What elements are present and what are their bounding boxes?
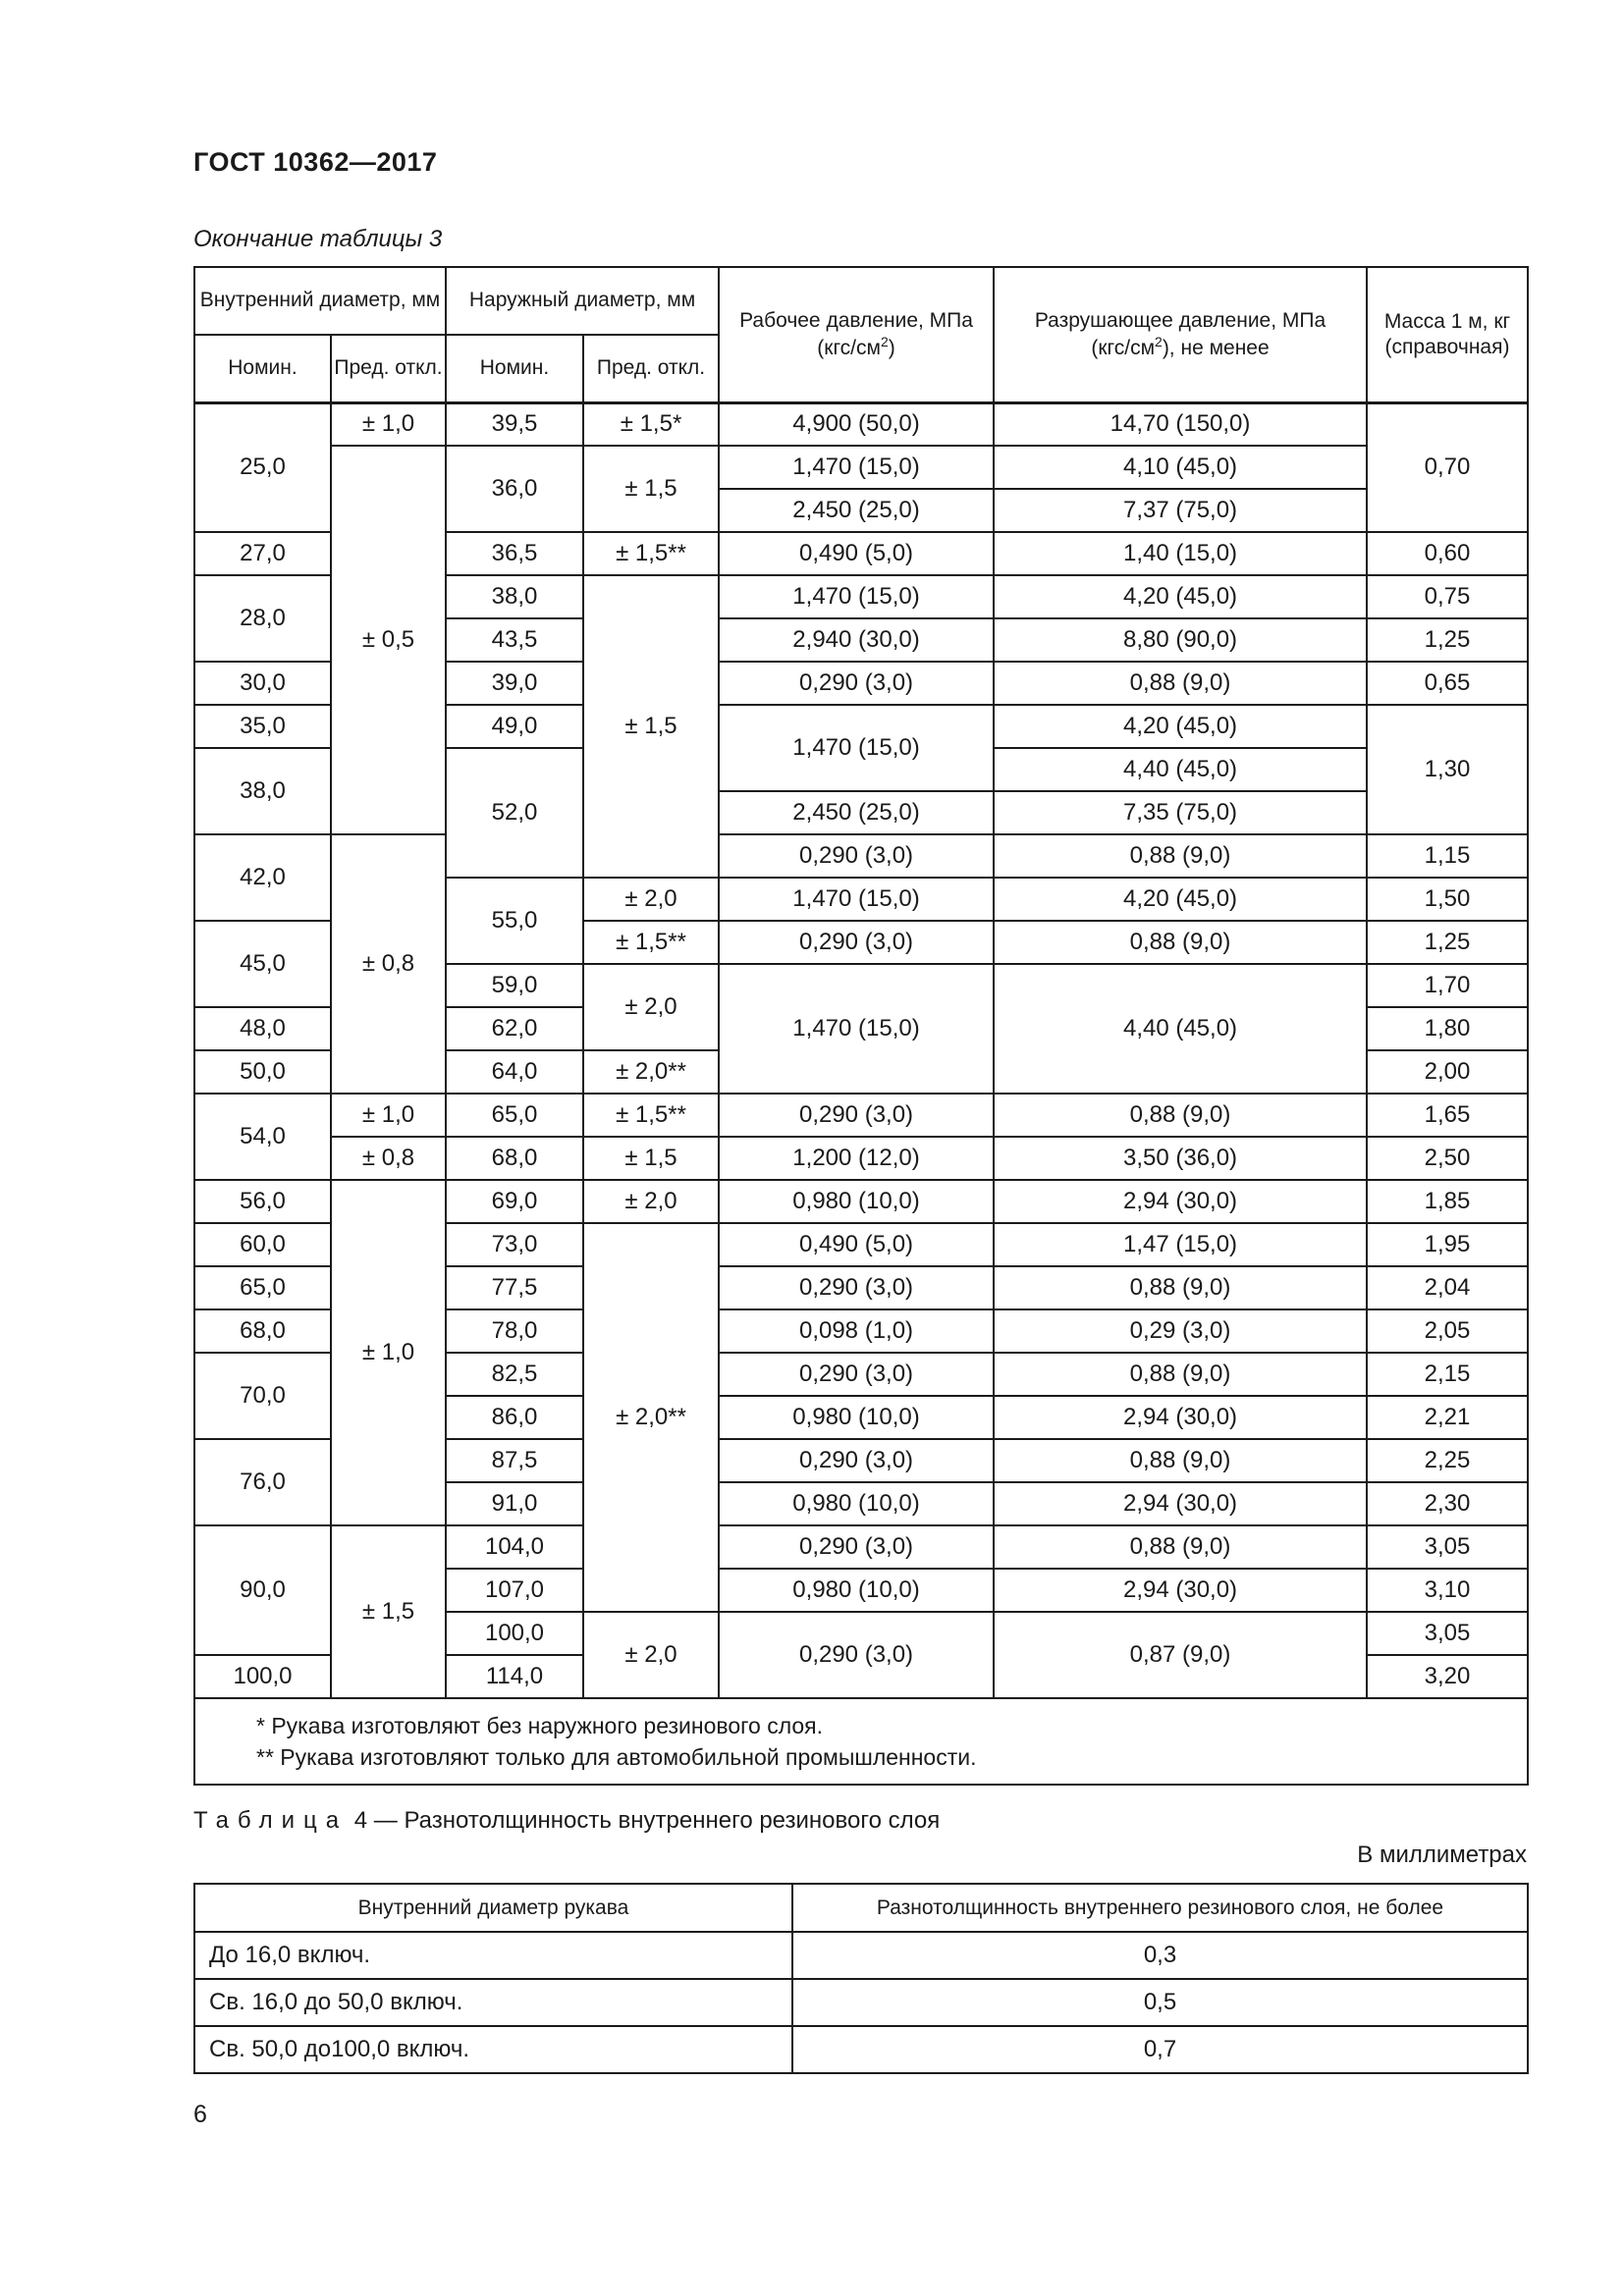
cell-burst-pressure: 2,94 (30,0) — [994, 1180, 1367, 1223]
cell-work-pressure: 0,980 (10,0) — [719, 1396, 994, 1439]
cell-work-pressure: 2,450 (25,0) — [719, 489, 994, 532]
cell-value: 0,3 — [792, 1932, 1528, 1979]
table-3 — [193, 266, 1529, 1786]
cell-burst-pressure: 0,87 (9,0) — [994, 1612, 1367, 1698]
col-inner-diameter-hose: Внутренний диаметр рукава — [194, 1884, 792, 1932]
cell-mass: 1,65 — [1367, 1094, 1528, 1137]
cell-work-pressure: 0,290 (3,0) — [719, 1525, 994, 1569]
cell-work-pressure: 0,290 (3,0) — [719, 1266, 994, 1309]
cell-burst-pressure: 2,94 (30,0) — [994, 1396, 1367, 1439]
cell-outer-nominal: 77,5 — [446, 1266, 583, 1309]
cell-work-pressure: 1,470 (15,0) — [719, 964, 994, 1094]
cell-work-pressure: 4,900 (50,0) — [719, 402, 994, 446]
cell-work-pressure: 0,290 (3,0) — [719, 662, 994, 705]
cell-outer-nominal: 91,0 — [446, 1482, 583, 1525]
note-1: * Рукава изготовляют без наружного резинового слоя. — [256, 1712, 824, 1738]
cell-outer-nominal: 52,0 — [446, 748, 583, 878]
cell-work-pressure: 1,470 (15,0) — [719, 446, 994, 489]
cell-burst-pressure: 14,70 (150,0) — [994, 402, 1367, 446]
cell-work-pressure: 0,290 (3,0) — [719, 1612, 994, 1698]
cell-burst-pressure: 2,94 (30,0) — [994, 1482, 1367, 1525]
cell-burst-pressure: 4,10 (45,0) — [994, 446, 1367, 489]
cell-burst-pressure: 0,88 (9,0) — [994, 1094, 1367, 1137]
cell-work-pressure: 1,470 (15,0) — [719, 705, 994, 791]
col-outer-tolerance: Пред. откл. — [583, 335, 719, 402]
cell-mass: 2,50 — [1367, 1137, 1528, 1180]
cell-range: Св. 50,0 до100,0 включ. — [194, 2026, 792, 2073]
cell-outer-nominal: 107,0 — [446, 1569, 583, 1612]
cell-outer-tolerance: ± 2,0 — [583, 1612, 719, 1698]
cell-outer-tolerance: ± 1,5** — [583, 921, 719, 964]
table4-title: 4 — Разнотолщинность внутреннего резинового слоя — [348, 1807, 941, 1834]
cell-burst-pressure: 0,88 (9,0) — [994, 921, 1367, 964]
cell-mass: 1,30 — [1367, 705, 1528, 834]
table-row — [194, 834, 1528, 878]
cell-outer-nominal: 49,0 — [446, 705, 583, 748]
cell-work-pressure: 1,470 (15,0) — [719, 878, 994, 921]
cell-inner-nominal: 25,0 — [194, 402, 331, 532]
col-work-pressure: Рабочее давление, МПа $(кгс/см^2)$ — [719, 267, 994, 402]
table-row — [194, 1979, 1528, 2026]
cell-burst-pressure: 8,80 (90,0) — [994, 618, 1367, 662]
cell-inner-nominal: 68,0 — [194, 1309, 331, 1353]
cell-outer-nominal: 69,0 — [446, 1180, 583, 1223]
page-number: 6 — [193, 2101, 207, 2128]
cell-burst-pressure: 4,20 (45,0) — [994, 878, 1367, 921]
cell-outer-tolerance: ± 2,0** — [583, 1223, 719, 1612]
document-header: ГОСТ 10362—2017 — [193, 147, 438, 177]
cell-mass: 3,05 — [1367, 1612, 1528, 1655]
cell-outer-nominal: 62,0 — [446, 1007, 583, 1050]
cell-mass: 0,75 — [1367, 575, 1528, 618]
cell-mass: 1,25 — [1367, 921, 1528, 964]
table-row — [194, 1932, 1528, 1979]
cell-outer-tolerance: ± 1,5 — [583, 1137, 719, 1180]
cell-inner-nominal: 65,0 — [194, 1266, 331, 1309]
cell-burst-pressure: 0,29 (3,0) — [994, 1309, 1367, 1353]
cell-outer-tolerance: ± 2,0 — [583, 878, 719, 921]
table-notes — [194, 1698, 1528, 1785]
cell-mass: 0,70 — [1367, 402, 1528, 532]
col-burst-pressure: Разрушающее давление, МПа $(кгс/см^2)$, не менее — [994, 267, 1367, 402]
cell-outer-tolerance: ± 1,5** — [583, 532, 719, 575]
table-notes-row — [194, 1698, 1528, 1785]
cell-work-pressure: 0,490 (5,0) — [719, 532, 994, 575]
cell-inner-tolerance: ± 1,5 — [331, 1525, 446, 1698]
cell-mass: 2,25 — [1367, 1439, 1528, 1482]
cell-work-pressure: 2,450 (25,0) — [719, 791, 994, 834]
cell-inner-nominal: 76,0 — [194, 1439, 331, 1525]
cell-mass: 1,50 — [1367, 878, 1528, 921]
cell-outer-nominal: 36,5 — [446, 532, 583, 575]
cell-work-pressure: 0,290 (3,0) — [719, 1439, 994, 1482]
cell-burst-pressure: 3,50 (36,0) — [994, 1137, 1367, 1180]
cell-inner-tolerance: ± 1,0 — [331, 1094, 446, 1137]
col-outer-diameter: Наружный диаметр, мм — [446, 267, 719, 335]
cell-inner-tolerance: ± 1,0 — [331, 1180, 446, 1525]
cell-outer-nominal: 59,0 — [446, 964, 583, 1007]
cell-burst-pressure: 1,40 (15,0) — [994, 532, 1367, 575]
col-inner-tolerance: Пред. откл. — [331, 335, 446, 402]
cell-mass: 1,15 — [1367, 834, 1528, 878]
cell-outer-nominal: 39,5 — [446, 402, 583, 446]
table-row — [194, 1180, 1528, 1223]
cell-burst-pressure: 4,40 (45,0) — [994, 964, 1367, 1094]
cell-burst-pressure: 0,88 (9,0) — [994, 1525, 1367, 1569]
table-row — [194, 1094, 1528, 1137]
cell-work-pressure: 0,980 (10,0) — [719, 1482, 994, 1525]
cell-inner-nominal: 45,0 — [194, 921, 331, 1007]
cell-outer-nominal: 87,5 — [446, 1439, 583, 1482]
cell-outer-nominal: 43,5 — [446, 618, 583, 662]
cell-work-pressure: 0,098 (1,0) — [719, 1309, 994, 1353]
cell-mass: 2,00 — [1367, 1050, 1528, 1094]
cell-inner-tolerance: ± 0,8 — [331, 1137, 446, 1180]
table-row — [194, 1137, 1528, 1180]
cell-burst-pressure: 7,37 (75,0) — [994, 489, 1367, 532]
cell-burst-pressure: 1,47 (15,0) — [994, 1223, 1367, 1266]
cell-outer-nominal: 68,0 — [446, 1137, 583, 1180]
cell-outer-nominal: 55,0 — [446, 878, 583, 964]
cell-burst-pressure: 4,40 (45,0) — [994, 748, 1367, 791]
cell-inner-nominal: 28,0 — [194, 575, 331, 662]
col-outer-nominal: Номин. — [446, 335, 583, 402]
cell-burst-pressure: 4,20 (45,0) — [994, 575, 1367, 618]
cell-value: 0,7 — [792, 2026, 1528, 2073]
cell-outer-tolerance: ± 1,5 — [583, 446, 719, 532]
cell-inner-nominal: 60,0 — [194, 1223, 331, 1266]
cell-work-pressure: 0,980 (10,0) — [719, 1569, 994, 1612]
table-row — [194, 1525, 1528, 1569]
cell-work-pressure: 1,470 (15,0) — [719, 575, 994, 618]
table-row — [194, 446, 1528, 489]
cell-burst-pressure: 0,88 (9,0) — [994, 1439, 1367, 1482]
cell-range: До 16,0 включ. — [194, 1932, 792, 1979]
table-row — [194, 2026, 1528, 2073]
cell-outer-nominal: 39,0 — [446, 662, 583, 705]
cell-outer-nominal: 38,0 — [446, 575, 583, 618]
cell-work-pressure: 0,980 (10,0) — [719, 1180, 994, 1223]
cell-mass: 2,04 — [1367, 1266, 1528, 1309]
table-4 — [193, 1883, 1529, 2074]
cell-outer-nominal: 78,0 — [446, 1309, 583, 1353]
cell-burst-pressure: 0,88 (9,0) — [994, 662, 1367, 705]
cell-mass: 3,05 — [1367, 1525, 1528, 1569]
cell-burst-pressure: 0,88 (9,0) — [994, 1266, 1367, 1309]
cell-outer-tolerance: ± 2,0 — [583, 1180, 719, 1223]
cell-outer-tolerance: ± 2,0** — [583, 1050, 719, 1094]
cell-inner-nominal: 38,0 — [194, 748, 331, 834]
table3-caption: Окончание таблицы 3 — [193, 226, 443, 252]
cell-work-pressure: 0,490 (5,0) — [719, 1223, 994, 1266]
cell-range: Св. 16,0 до 50,0 включ. — [194, 1979, 792, 2026]
table4-units: В миллиметрах — [1357, 1842, 1527, 1868]
cell-burst-pressure: 4,20 (45,0) — [994, 705, 1367, 748]
cell-inner-nominal: 42,0 — [194, 834, 331, 921]
cell-burst-pressure: 0,88 (9,0) — [994, 1353, 1367, 1396]
note-2: ** Рукава изготовляют только для автомобильной промышленности. — [256, 1744, 977, 1770]
cell-inner-nominal: 35,0 — [194, 705, 331, 748]
cell-outer-nominal: 114,0 — [446, 1655, 583, 1698]
cell-outer-tolerance: ± 1,5** — [583, 1094, 719, 1137]
cell-mass: 1,70 — [1367, 964, 1528, 1007]
cell-work-pressure: 0,290 (3,0) — [719, 1353, 994, 1396]
cell-work-pressure: 1,200 (12,0) — [719, 1137, 994, 1180]
cell-work-pressure: 2,940 (30,0) — [719, 618, 994, 662]
cell-outer-nominal: 65,0 — [446, 1094, 583, 1137]
cell-outer-tolerance: ± 1,5 — [583, 575, 719, 878]
cell-outer-nominal: 104,0 — [446, 1525, 583, 1569]
cell-inner-tolerance: ± 1,0 — [331, 402, 446, 446]
cell-mass: 3,20 — [1367, 1655, 1528, 1698]
col-thickness-variation: Разнотолщинность внутреннего резинового слоя, не более — [792, 1884, 1528, 1932]
cell-outer-nominal: 73,0 — [446, 1223, 583, 1266]
table4-caption — [193, 1807, 940, 1835]
cell-inner-nominal: 30,0 — [194, 662, 331, 705]
cell-outer-nominal: 64,0 — [446, 1050, 583, 1094]
cell-outer-nominal: 100,0 — [446, 1612, 583, 1655]
cell-inner-nominal: 70,0 — [194, 1353, 331, 1439]
cell-mass: 2,21 — [1367, 1396, 1528, 1439]
cell-mass: 1,85 — [1367, 1180, 1528, 1223]
cell-mass: 2,15 — [1367, 1353, 1528, 1396]
cell-inner-tolerance: ± 0,5 — [331, 446, 446, 834]
col-inner-diameter: Внутренний диаметр, мм — [194, 267, 446, 335]
cell-inner-nominal: 50,0 — [194, 1050, 331, 1094]
cell-inner-nominal: 90,0 — [194, 1525, 331, 1655]
cell-mass: 2,05 — [1367, 1309, 1528, 1353]
cell-inner-nominal: 56,0 — [194, 1180, 331, 1223]
cell-outer-tolerance: ± 2,0 — [583, 964, 719, 1050]
cell-mass: 1,80 — [1367, 1007, 1528, 1050]
cell-inner-nominal: 100,0 — [194, 1655, 331, 1698]
cell-mass: 1,25 — [1367, 618, 1528, 662]
cell-burst-pressure: 2,94 (30,0) — [994, 1569, 1367, 1612]
table4-label: Таблица — [193, 1807, 349, 1834]
cell-mass: 1,95 — [1367, 1223, 1528, 1266]
cell-work-pressure: 0,290 (3,0) — [719, 834, 994, 878]
cell-inner-nominal: 48,0 — [194, 1007, 331, 1050]
cell-outer-tolerance: ± 1,5* — [583, 402, 719, 446]
cell-inner-nominal: 54,0 — [194, 1094, 331, 1180]
cell-burst-pressure: 7,35 (75,0) — [994, 791, 1367, 834]
table-row — [194, 402, 1528, 446]
cell-work-pressure: 0,290 (3,0) — [719, 921, 994, 964]
cell-work-pressure: 0,290 (3,0) — [719, 1094, 994, 1137]
cell-value: 0,5 — [792, 1979, 1528, 2026]
cell-outer-nominal: 86,0 — [446, 1396, 583, 1439]
cell-mass: 0,60 — [1367, 532, 1528, 575]
cell-inner-nominal: 27,0 — [194, 532, 331, 575]
cell-mass: 2,30 — [1367, 1482, 1528, 1525]
cell-outer-nominal: 36,0 — [446, 446, 583, 532]
cell-mass: 3,10 — [1367, 1569, 1528, 1612]
col-mass: Масса 1 м, кг (справочная) — [1367, 267, 1528, 402]
cell-burst-pressure: 0,88 (9,0) — [994, 834, 1367, 878]
cell-outer-nominal: 82,5 — [446, 1353, 583, 1396]
col-inner-nominal: Номин. — [194, 335, 331, 402]
cell-mass: 0,65 — [1367, 662, 1528, 705]
cell-inner-tolerance: ± 0,8 — [331, 834, 446, 1094]
